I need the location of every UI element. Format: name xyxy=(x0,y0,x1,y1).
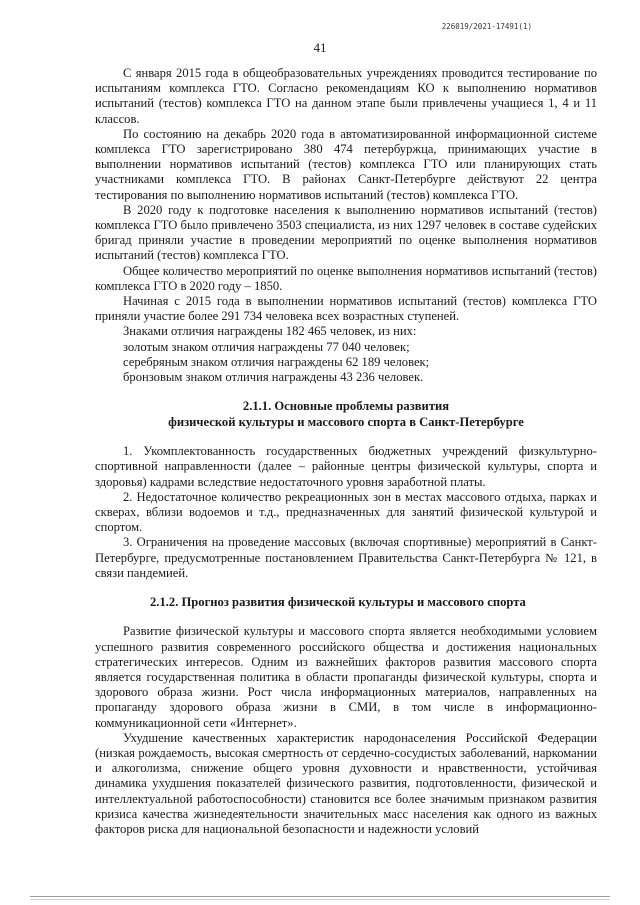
awards-bronze: бронзовым знаком отличия награждены 43 236 человек. xyxy=(123,370,424,385)
problem-item-3: 3. Ограничения на проведение массовых (включая спортивные) мероприятий в Санкт-Петербурге, предусмотренные постановлением Правительства Санкт-Петербурга № 121, в связи пандемией. xyxy=(95,535,597,580)
document-id: 226019/2021-17491(1) xyxy=(441,22,532,31)
scan-edge-line-secondary xyxy=(30,899,610,900)
forecast-paragraph-1: Развитие физической культуры и массового спорта является необходимыми условием успешного развития современного российского общества и достижения национальных стратегических интересов. Одним из важнейших факторов развития массового спорта является государственная политика в области пропаганды физической культуры, спорта и здорового образа жизни. Рост числа информационных материалов, направленных на пропаганду здорового образа жизни в СМИ, в том числе в информационно-коммуникационной сети «Интернет». xyxy=(95,624,597,730)
intro-paragraph-1: С января 2015 года в общеобразовательных учреждениях проводится тестирование по испытаниям комплекса ГТО. Согласно рекомендациям КО к выполнению нормативов испытаний (тестов) комплекса ГТО на данном этапе были привлечены учащиеся 1, 4 и 11 классов. xyxy=(95,66,597,126)
section-211-title-line2: физической культуры и массового спорта в Санкт-Петербурге xyxy=(168,414,524,429)
intro-paragraph-5: Начиная с 2015 года в выполнении нормативов испытаний (тестов) комплекса ГТО приняли участие более 291 734 человека всех возрастных ступеней. xyxy=(95,294,597,324)
document-body xyxy=(95,66,597,837)
problem-item-1: 1. Укомплектованность государственных бюджетных учреждений физкультурно-спортивной направленности (далее – районные центры физической культуры, спорта и здоровья) кадрами вследствие недостаточного уровня заработной платы. xyxy=(95,444,597,489)
awards-gold: золотым знаком отличия награждены 77 040 человек; xyxy=(123,339,410,354)
page-number: 41 xyxy=(313,40,327,55)
awards-total: Знаками отличия награждены 182 465 человек, из них: xyxy=(123,324,417,339)
scan-edge-line xyxy=(30,896,610,897)
section-212-title: 2.1.2. Прогноз развития физической культуры и массового спорта xyxy=(150,595,526,610)
intro-paragraph-4: Общее количество мероприятий по оценке выполнения нормативов испытаний (тестов) комплекса ГТО в 2020 году – 1850. xyxy=(95,263,597,293)
awards-silver: серебряным знаком отличия награждены 62 189 человек; xyxy=(123,354,430,369)
intro-paragraph-3: В 2020 году к подготовке населения к выполнению нормативов испытаний (тестов) комплекса ГТО было привлечено 3503 специалиста, из них 1297 человек в составе судейских бригад приняли участие в проведении мероприятий по оценке выполнения нормативов испытаний (тестов) комплекса ГТО. xyxy=(95,202,597,263)
intro-paragraph-2: По состоянию на декабрь 2020 года в автоматизированной информационной системе комплекса ГТО зарегистрировано 380 474 петербуржца, принимающих участие в выполнении нормативов испытаний (тестов) комплекса ГТО или планирующих стать участниками комплекса ГТО. В районах Санкт-Петербурге действуют 22 центра тестирования по выполнению нормативов испытаний (тестов) комплекса ГТО. xyxy=(95,126,597,202)
forecast-paragraph-2: Ухудшение качественных характеристик народонаселения Российской Федерации (низкая рождаемость, высокая смертность от сердечно-сосудистых заболеваний, наркомании и алкоголизма, снижение общего уровня духовности и нравственности, устойчивая динамика ухудшения показателей физического развития, подготовленности, физической и интеллектуальной работоспособности) становится все более значимым признаком развития кризиса качества жизнедеятельности значительных масс населения как одного из важных факторов риска для национальной безопасности и надежности условий xyxy=(95,730,597,836)
section-211-title-line1: 2.1.1. Основные проблемы развития xyxy=(242,399,450,414)
problem-item-2: 2. Недостаточное количество рекреационных зон в местах массового отдыха, парках и скверах, вблизи водоемов и т.д., предназначенных для занятий физической культурой и спортом. xyxy=(95,489,597,535)
